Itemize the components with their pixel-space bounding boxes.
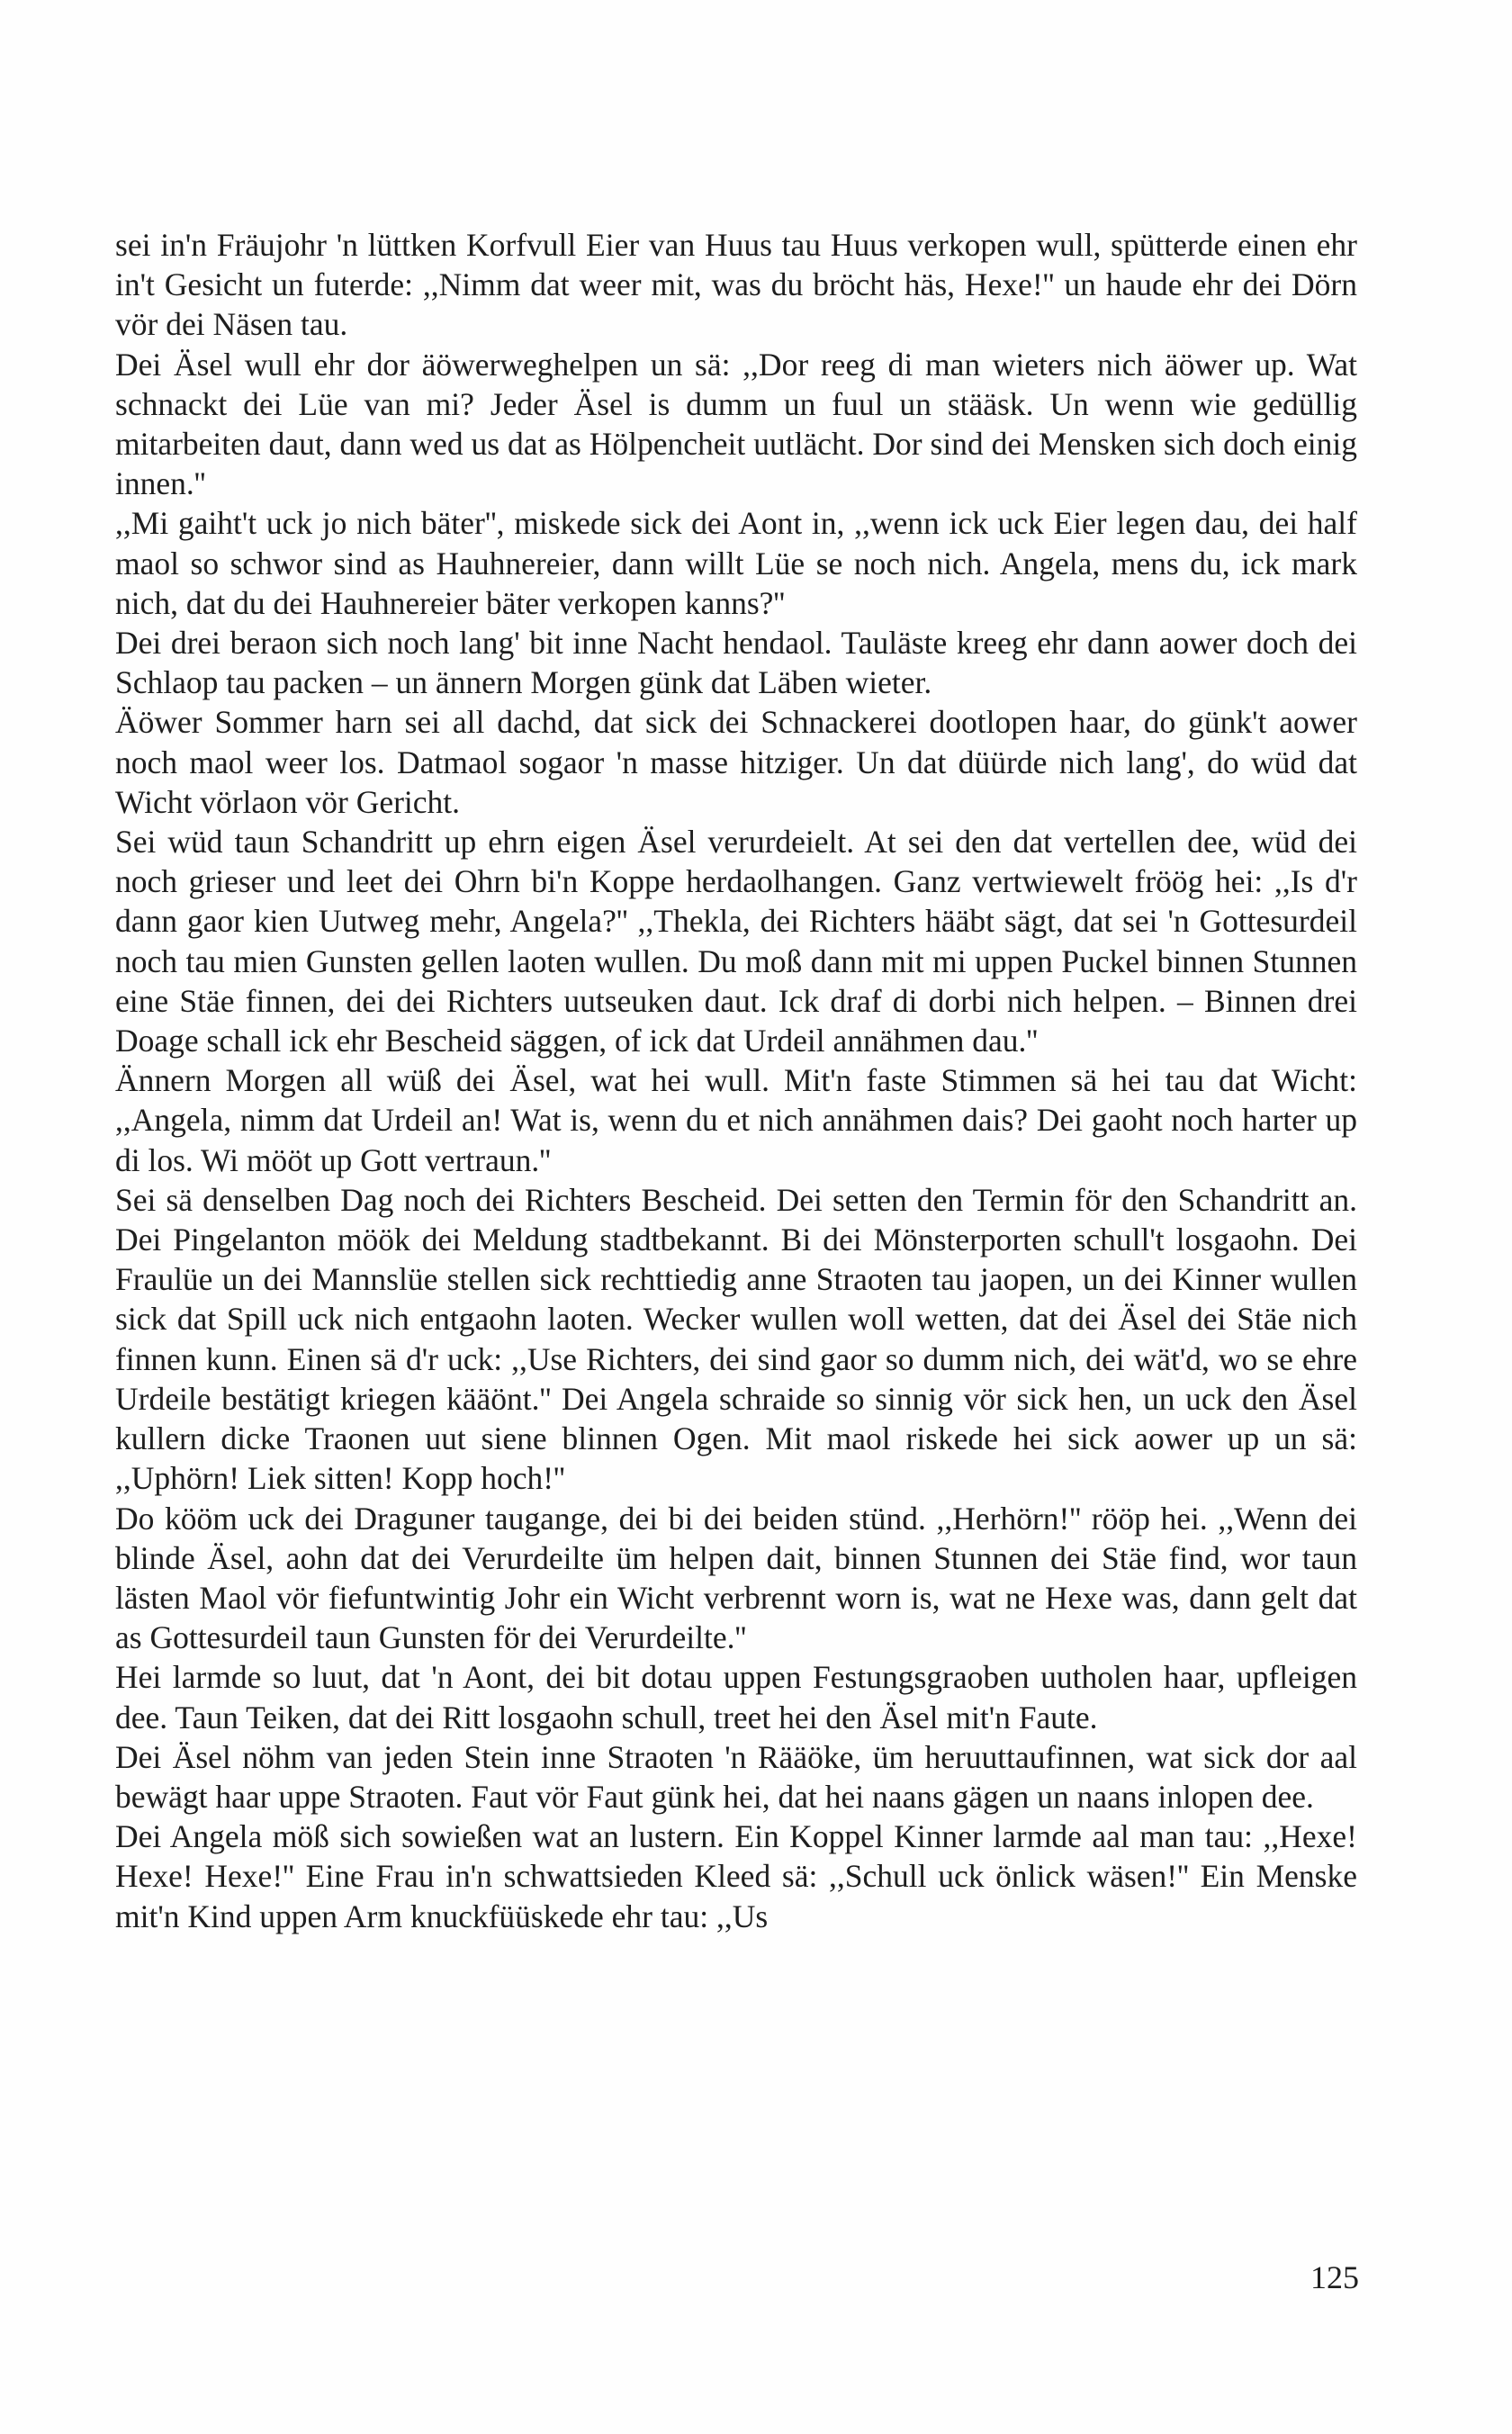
paragraph: Ännern Morgen all wüß dei Äsel, wat hei wull. Mit'n faste Stimmen sä hei tau dat Wicht: ,,Angela, nimm dat Urdeil an! Wat is, wenn du et nich annähmen dais? Dei gaoht noch harter up di los. Wi mööt up Gott vertraun.'': [115, 1062, 1357, 1178]
paragraph: Hei larmde so luut, dat 'n Aont, dei bit dotau uppen Festungsgraoben uutholen haar, upfleigen dee. Taun Teiken, dat dei Ritt losgaohn schull, treet hei den Äsel mit'n Faute.: [115, 1659, 1357, 1735]
body-text: [115, 225, 1357, 1936]
page-number: 125: [1310, 2259, 1359, 2295]
paragraph: Sei sä denselben Dag noch dei Richters Bescheid. Dei setten den Termin för den Schandritt an. Dei Pingelanton möök dei Meldung stadtbekannt. Bi dei Mönsterporten schull't losgaohn. Dei Fraulüe un dei Mannslüe stellen sick rechttiedig anne Straoten tau jaopen, un dei Kinner wullen sick dat Spill uck nich entgaohn laoten. Wecker wullen woll wetten, dat dei Äsel dei Stäe nich finnen kunn. Einen sä d'r uck: ,,Use Richters, dei sind gaor so dumm nich, dei wät'd, wo se ehre Urdeile bestätigt kriegen kääönt.'' Dei Angela schraide so sinnig vör sick hen, un uck den Äsel kullern dicke Traonen uut siene blinnen Ogen. Mit maol riskede hei sick aower up un sä: ,,Uphörn! Liek sitten! Kopp hoch!'': [115, 1181, 1357, 1497]
paragraph: sei in'n Fräujohr 'n lüttken Korfvull Eier van Huus tau Huus verkopen wull, spütterde einen ehr in't Gesicht un futerde: ,,Nimm dat weer mit, was du bröcht häs, Hexe!'' un haude ehr dei Dörn vör dei Näsen tau.: [115, 227, 1357, 343]
paragraph: Dei drei beraon sich noch lang' bit inne Nacht hendaol. Tauläste kreeg ehr dann aower doch dei Schlaop tau packen – un ännern Morgen günk dat Läben wieter.: [115, 625, 1357, 701]
paragraph: Dei Äsel nöhm van jeden Stein inne Straoten 'n Rääöke, üm heruuttaufinnen, wat sick dor aal bewägt haar uppe Straoten. Faut vör Faut günk hei, dat hei naans gägen un naans inlopen dee.: [115, 1738, 1357, 1815]
paragraph: Dei Angela möß sich sowießen wat an lustern. Ein Koppel Kinner larmde aal man tau: ,,Hexe! Hexe! Hexe!'' Eine Frau in'n schwattsieden Kleed sä: ,,Schull uck önlick wäsen!'' Ein Menske mit'n Kind uppen Arm knuckfüüskede ehr tau: ,,Us: [115, 1818, 1357, 1934]
paragraph: ,,Mi gaiht't uck jo nich bäter'', miskede sick dei Aont in, ,,wenn ick uck Eier legen dau, dei half maol so schwor sind as Hauhnereier, dann willt Lüe se noch nich. Angela, mens du, ick mark nich, dat du dei Hauhnereier bäter verkopen kanns?'': [115, 505, 1357, 621]
paragraph: Sei wüd taun Schandritt up ehrn eigen Äsel verurdeielt. At sei den dat vertellen dee, wüd dei noch grieser und leet dei Ohrn bi'n Koppe herdaolhangen. Ganz vertwiewelt fröög hei: ,,Is d'r dann gaor kien Uutweg mehr, Angela?'' ,,Thekla, dei Richters hääbt sägt, dat sei 'n Gottesurdeil noch tau mien Gunsten gellen laoten wullen. Du moß dann mit mi uppen Puckel binnen Stunnen eine Stäe finnen, dei dei Richters uutseuken daut. Ick draf di dorbi nich helpen. – Binnen drei Doage schall ick ehr Bescheid säggen, of ick dat Urdeil annähmen dau.'': [115, 824, 1357, 1059]
paragraph: Äöwer Sommer harn sei all dachd, dat sick dei Schnackerei dootlopen haar, do günk't aower noch maol weer los. Datmaol sogaor 'n masse hitziger. Un dat düürde nich lang', do wüd dat Wicht vörlaon vör Gericht.: [115, 704, 1357, 820]
paragraph: Do kööm uck dei Draguner taugange, dei bi dei beiden stünd. ,,Herhörn!'' rööp hei. ,,Wenn dei blinde Äsel, aohn dat dei Verurdeilte üm helpen dait, binnen Stunnen dei Stäe find, wor taun lästen Maol vör fiefuntwintig Johr ein Wicht verbrennt worn is, wat ne Hexe was, dann gelt dat as Gottesurdeil taun Gunsten för dei Verurdeilte.'': [115, 1500, 1357, 1656]
paragraph: Dei Äsel wull ehr dor äöwerweghelpen un sä: ,,Dor reeg di man wieters nich äöwer up. Wat schnackt dei Lüe van mi? Jeder Äsel is dumm un fuul un stääsk. Un wenn wie gedüllig mitarbeiten daut, dann wed us dat as Hölpencheit uutlächt. Dor sind dei Mensken sich doch einig innen.'': [115, 346, 1357, 502]
